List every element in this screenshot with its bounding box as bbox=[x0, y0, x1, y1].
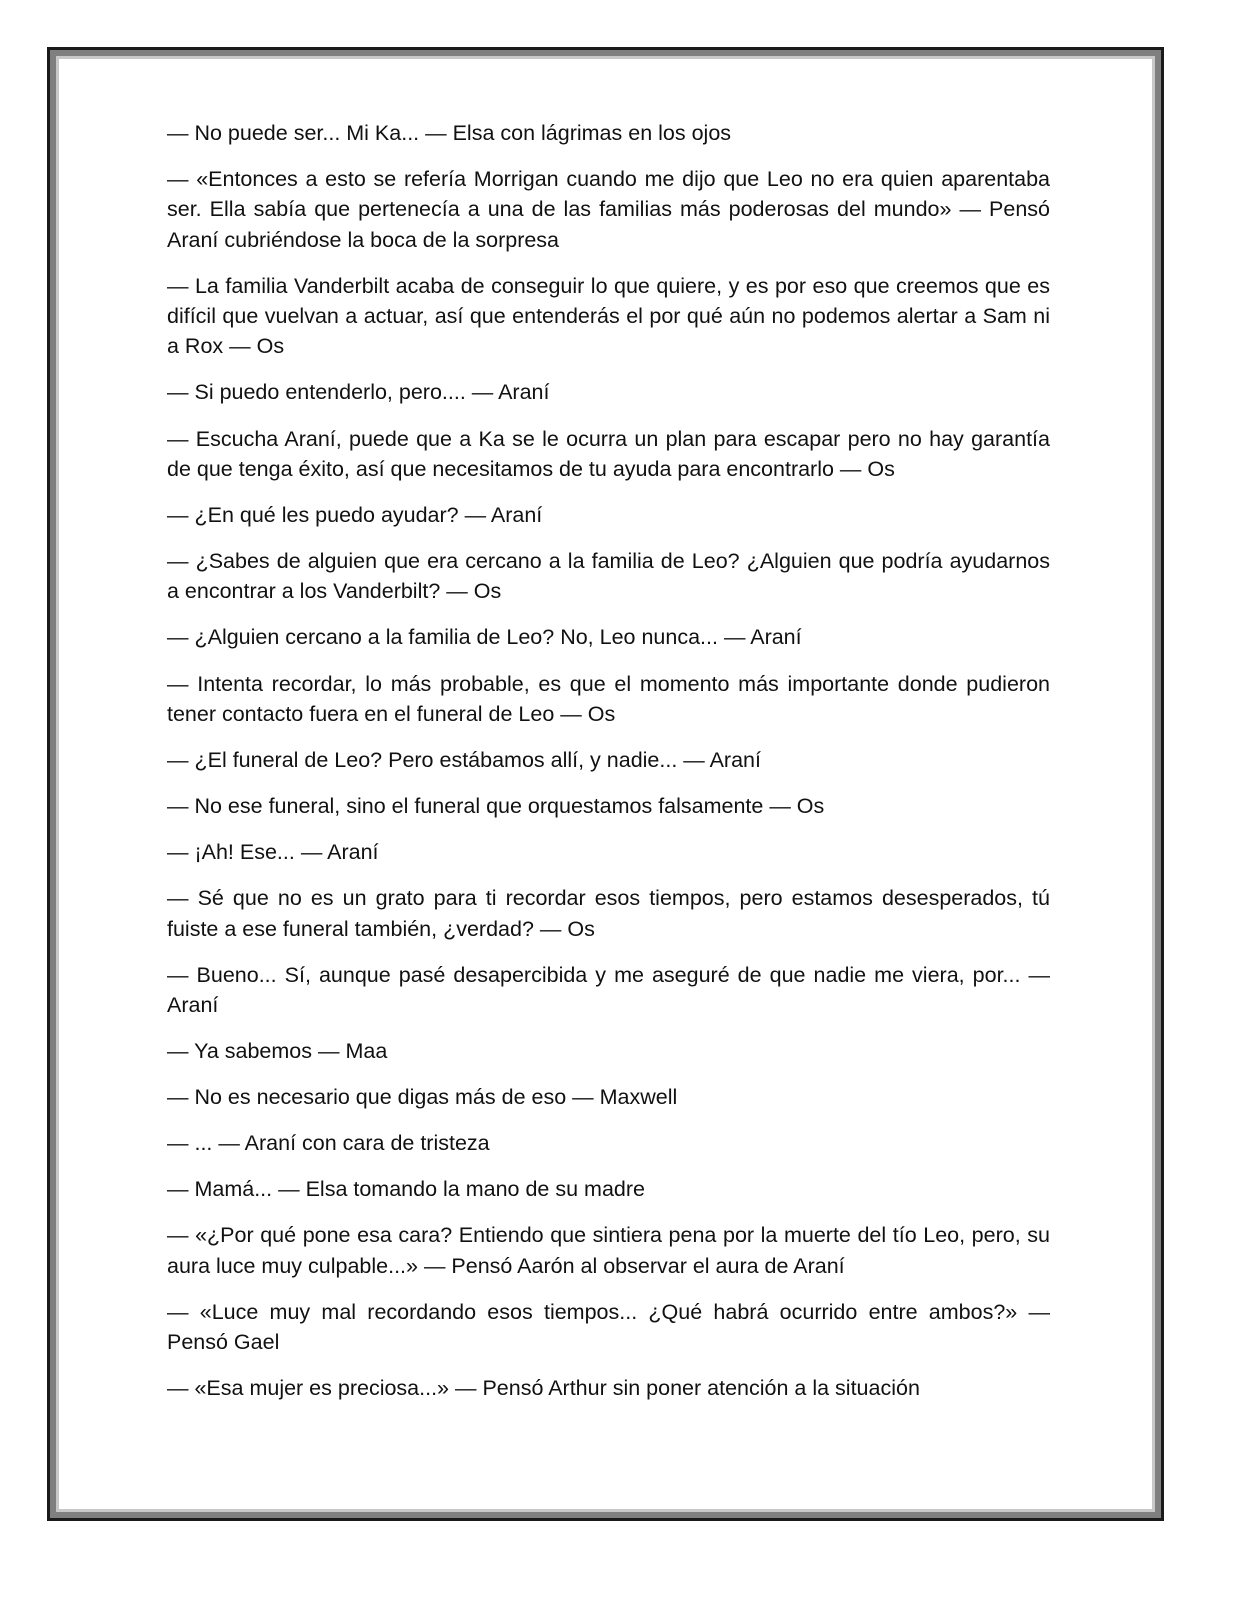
dialogue-paragraph: — «Esa mujer es preciosa...» — Pensó Arthur sin poner atención a la situación bbox=[167, 1376, 920, 1401]
dialogue-paragraph: — Si puedo entenderlo, pero.... — Araní bbox=[167, 380, 550, 405]
dialogue-paragraph: — «¿Por qué pone esa cara? Entiendo que sintiera pena por la muerte del tío Leo, pero, su aura luce muy culpable...» — Pensó Aarón al observar el aura de Araní bbox=[167, 1223, 1050, 1278]
dialogue-paragraph: — «Entonces a esto se refería Morrigan cuando me dijo que Leo no era quien aparentaba ser. Ella sabía que pertenecía a una de las familias más poderosas del mundo» — Pensó Araní cubriéndose la boca de la sorpresa bbox=[167, 167, 1050, 252]
dialogue-paragraph: — Intenta recordar, lo más probable, es que el momento más importante donde pudieron tener contacto fuera en el funeral de Leo — Os bbox=[167, 671, 1050, 726]
dialogue-paragraph: — Escucha Araní, puede que a Ka se le ocurra un plan para escapar pero no hay garantía de que tenga éxito, así que necesitamos de tu ayuda para encontrarlo — Os bbox=[167, 426, 1050, 481]
dialogue-paragraph: — ¡Ah! Ese... — Araní bbox=[167, 840, 379, 865]
dialogue-paragraph: — ¿Alguien cercano a la familia de Leo? No, Leo nunca... — Araní bbox=[167, 625, 802, 650]
dialogue-paragraph: — «Luce muy mal recordando esos tiempos... ¿Qué habrá ocurrido entre ambos?» — Pensó Gael bbox=[167, 1299, 1050, 1355]
dialogue-paragraph: — ... — Araní con cara de tristeza bbox=[167, 1131, 490, 1156]
dialogue-paragraph: — ¿En qué les puedo ayudar? — Araní bbox=[167, 502, 543, 527]
dialogue-paragraph: — La familia Vanderbilt acaba de conseguir lo que quiere, y es por eso que creemos que es difícil que vuelvan a actuar, así que entenderás el por qué aún no podemos alertar a Sam ni a Rox — Os bbox=[167, 273, 1050, 359]
dialogue-paragraph: — Sé que no es un grato para ti recordar esos tiempos, pero estamos desesperados, tú fuiste a ese funeral también, ¿verdad? — Os bbox=[167, 886, 1050, 941]
dialogue-paragraph: — Mamá... — Elsa tomando la mano de su madre bbox=[167, 1177, 645, 1202]
dialogue-paragraph: — Ya sabemos — Maa bbox=[167, 1038, 388, 1063]
dialogue-paragraph: — Bueno... Sí, aunque pasé desapercibida y me aseguré de que nadie me viera, por... — Araní bbox=[167, 962, 1050, 1017]
dialogue-paragraph: — ¿El funeral de Leo? Pero estábamos allí, y nadie... — Araní bbox=[167, 747, 761, 772]
dialogue-paragraph: — No puede ser... Mi Ka... — Elsa con lágrimas en los ojos bbox=[167, 121, 732, 145]
dialogue-paragraph: — No ese funeral, sino el funeral que orquestamos falsamente — Os bbox=[167, 794, 825, 819]
dialogue-paragraph: — ¿Sabes de alguien que era cercano a la familia de Leo? ¿Alguien que podría ayudarnos a encontrar a los Vanderbilt? — Os bbox=[167, 549, 1050, 604]
dialogue-paragraph: — No es necesario que digas más de eso — Maxwell bbox=[167, 1085, 678, 1110]
document-body bbox=[167, 118, 1050, 1419]
